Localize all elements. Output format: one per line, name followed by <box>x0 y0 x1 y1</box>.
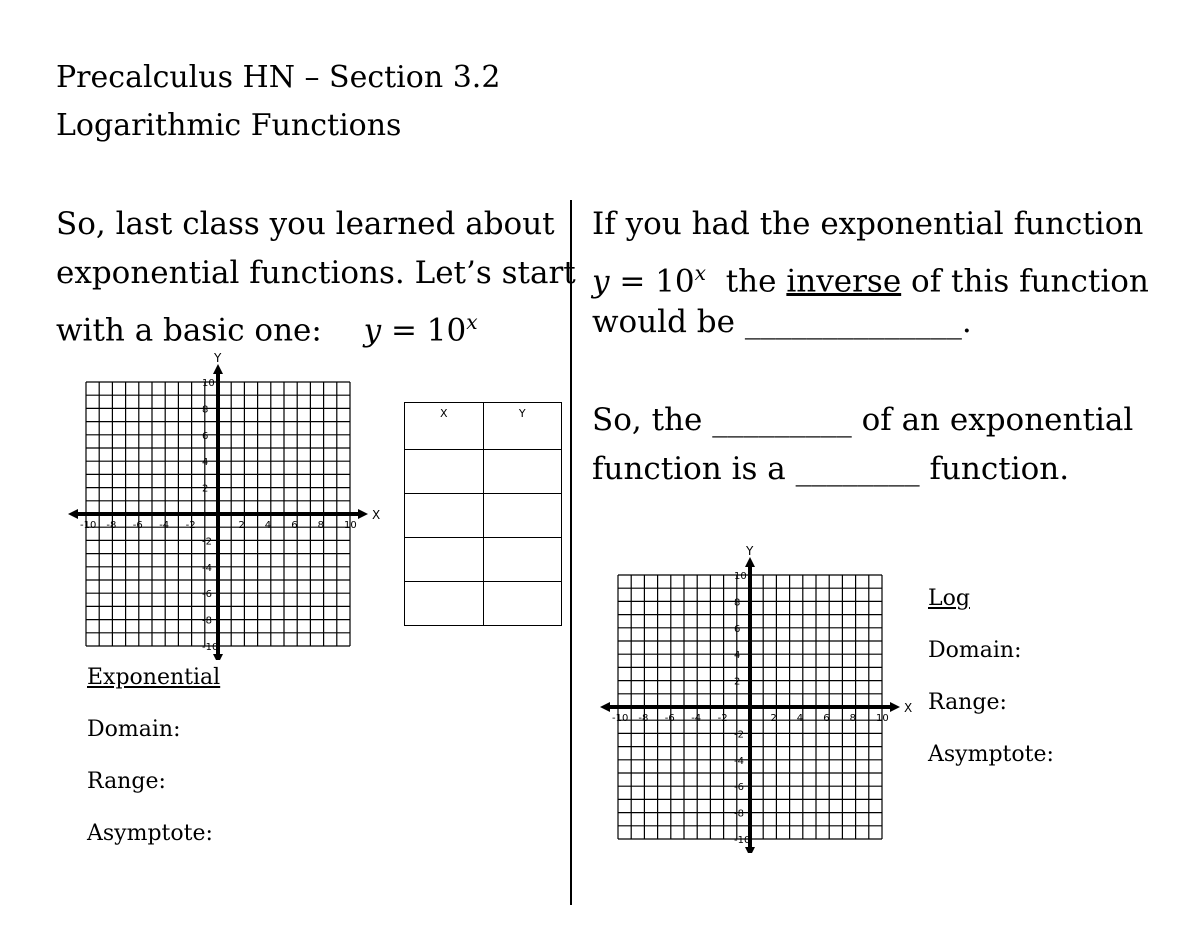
x-tick-label: -2 <box>717 713 728 724</box>
exponential-domain-label: Domain: <box>87 717 181 742</box>
x-tick-label: -6 <box>132 520 143 531</box>
x-tick-label: -8 <box>638 713 649 724</box>
y-tick-label: 8 <box>202 404 209 416</box>
left-intro-line-1: So, last class you learned about <box>56 206 555 242</box>
x-axis-arrow-right <box>358 509 368 519</box>
y-tick-label: 10 <box>734 571 747 582</box>
y-tick-label: 10 <box>202 378 215 389</box>
y-tick-label: -2 <box>734 729 744 741</box>
x-tick-label: 2 <box>238 520 245 531</box>
x-tick-label: 4 <box>264 520 272 531</box>
x-axis-arrow-left <box>68 509 78 519</box>
x-axis-label: X <box>372 508 381 522</box>
y-tick-label: -4 <box>202 562 212 574</box>
right-question-the: the <box>706 263 787 300</box>
xy-table-header-x: X <box>405 403 484 450</box>
y-axis-label: Y <box>746 544 754 558</box>
y-tick-label: 2 <box>734 676 741 688</box>
right-question-line-3: would be ______________. <box>592 304 972 340</box>
xy-table-cell-y[interactable] <box>483 582 562 626</box>
xy-table-row <box>405 494 562 538</box>
left-coordinate-grid <box>66 345 386 660</box>
x-tick-label: -8 <box>106 520 117 531</box>
x-tick-label: -10 <box>80 520 97 531</box>
x-tick-label: 10 <box>344 520 357 531</box>
xy-table-row <box>405 450 562 494</box>
xy-table-cell-x[interactable] <box>405 494 484 538</box>
y-tick-label: -8 <box>734 808 744 820</box>
x-tick-label: 10 <box>876 713 889 724</box>
right-question-line-1: If you had the exponential function <box>592 206 1144 242</box>
right-statement-line-2: function is a ________ function. <box>592 451 1070 487</box>
xy-table-cell-y[interactable] <box>483 538 562 582</box>
xy-table-cell-x[interactable] <box>405 450 484 494</box>
xy-table-header-y: Y <box>483 403 562 450</box>
inverse-word: inverse <box>786 263 902 300</box>
x-tick-label: -4 <box>691 713 702 724</box>
y-tick-label: 6 <box>202 430 209 442</box>
y-axis-arrow-up <box>213 364 223 374</box>
left-intro-line-2: exponential functions. Let’s start <box>56 255 576 291</box>
log-range-label: Range: <box>928 690 1007 715</box>
left-equation-eq: = 10 <box>381 312 467 349</box>
y-tick-label: 6 <box>734 623 741 635</box>
right-label-block <box>928 573 1054 781</box>
y-tick-label: -10 <box>734 835 751 846</box>
y-tick-label: 2 <box>202 483 209 495</box>
y-tick-label: 4 <box>734 650 741 662</box>
x-axis-arrow-left <box>600 702 610 712</box>
exponential-asymptote-label: Asymptote: <box>87 821 213 846</box>
left-intro-line-3: with a basic one: <box>56 312 322 349</box>
x-tick-label: 6 <box>823 713 830 724</box>
right-statement-line-1: So, the _________ of an exponential <box>592 402 1134 438</box>
xy-table-row <box>405 538 562 582</box>
right-equation-exp: x <box>694 261 707 285</box>
y-tick-label: -6 <box>734 782 744 794</box>
right-equation-eq: = 10 <box>609 263 695 300</box>
xy-table-cell-x[interactable] <box>405 582 484 626</box>
left-equation-y: y <box>363 312 382 349</box>
log-asymptote-label: Asymptote: <box>928 742 1054 767</box>
x-tick-label: -2 <box>185 520 196 531</box>
y-tick-label: 4 <box>202 457 209 469</box>
exponential-range-label: Range: <box>87 769 166 794</box>
log-heading: Log <box>928 586 970 611</box>
xy-table-cell-y[interactable] <box>483 494 562 538</box>
left-equation-exp: x <box>466 310 478 334</box>
x-axis-label: X <box>904 701 913 715</box>
y-tick-label: -2 <box>202 536 212 548</box>
right-question-tail: of this function <box>901 263 1149 300</box>
right-coordinate-grid <box>598 538 918 853</box>
x-tick-label: 2 <box>770 713 777 724</box>
header-line-2: Logarithmic Functions <box>56 108 402 143</box>
x-tick-label: 4 <box>796 713 804 724</box>
y-tick-label: -4 <box>734 755 744 767</box>
x-axis-arrow-right <box>890 702 900 712</box>
y-tick-label: -6 <box>202 589 212 601</box>
y-tick-label: 8 <box>734 597 741 609</box>
y-tick-label: -8 <box>202 615 212 627</box>
header-line-1: Precalculus HN – Section 3.2 <box>56 60 501 95</box>
x-tick-label: -6 <box>664 713 675 724</box>
log-domain-label: Domain: <box>928 638 1022 663</box>
x-tick-label: -4 <box>159 520 170 531</box>
column-divider <box>570 200 572 905</box>
right-equation-y: y <box>592 263 610 300</box>
y-axis-arrow-up <box>745 557 755 567</box>
x-tick-label: 8 <box>317 520 324 531</box>
y-axis-arrow-down <box>745 847 755 853</box>
xy-table-cell-x[interactable] <box>405 538 484 582</box>
y-tick-label: -10 <box>202 642 219 653</box>
left-label-block <box>87 652 220 860</box>
y-axis-label: Y <box>214 351 222 365</box>
xy-table <box>404 402 562 626</box>
x-tick-label: 8 <box>849 713 856 724</box>
exponential-heading: Exponential <box>87 665 221 690</box>
xy-table-row <box>405 582 562 626</box>
x-tick-label: 6 <box>291 520 298 531</box>
x-tick-label: -10 <box>612 713 629 724</box>
xy-table-cell-y[interactable] <box>483 450 562 494</box>
